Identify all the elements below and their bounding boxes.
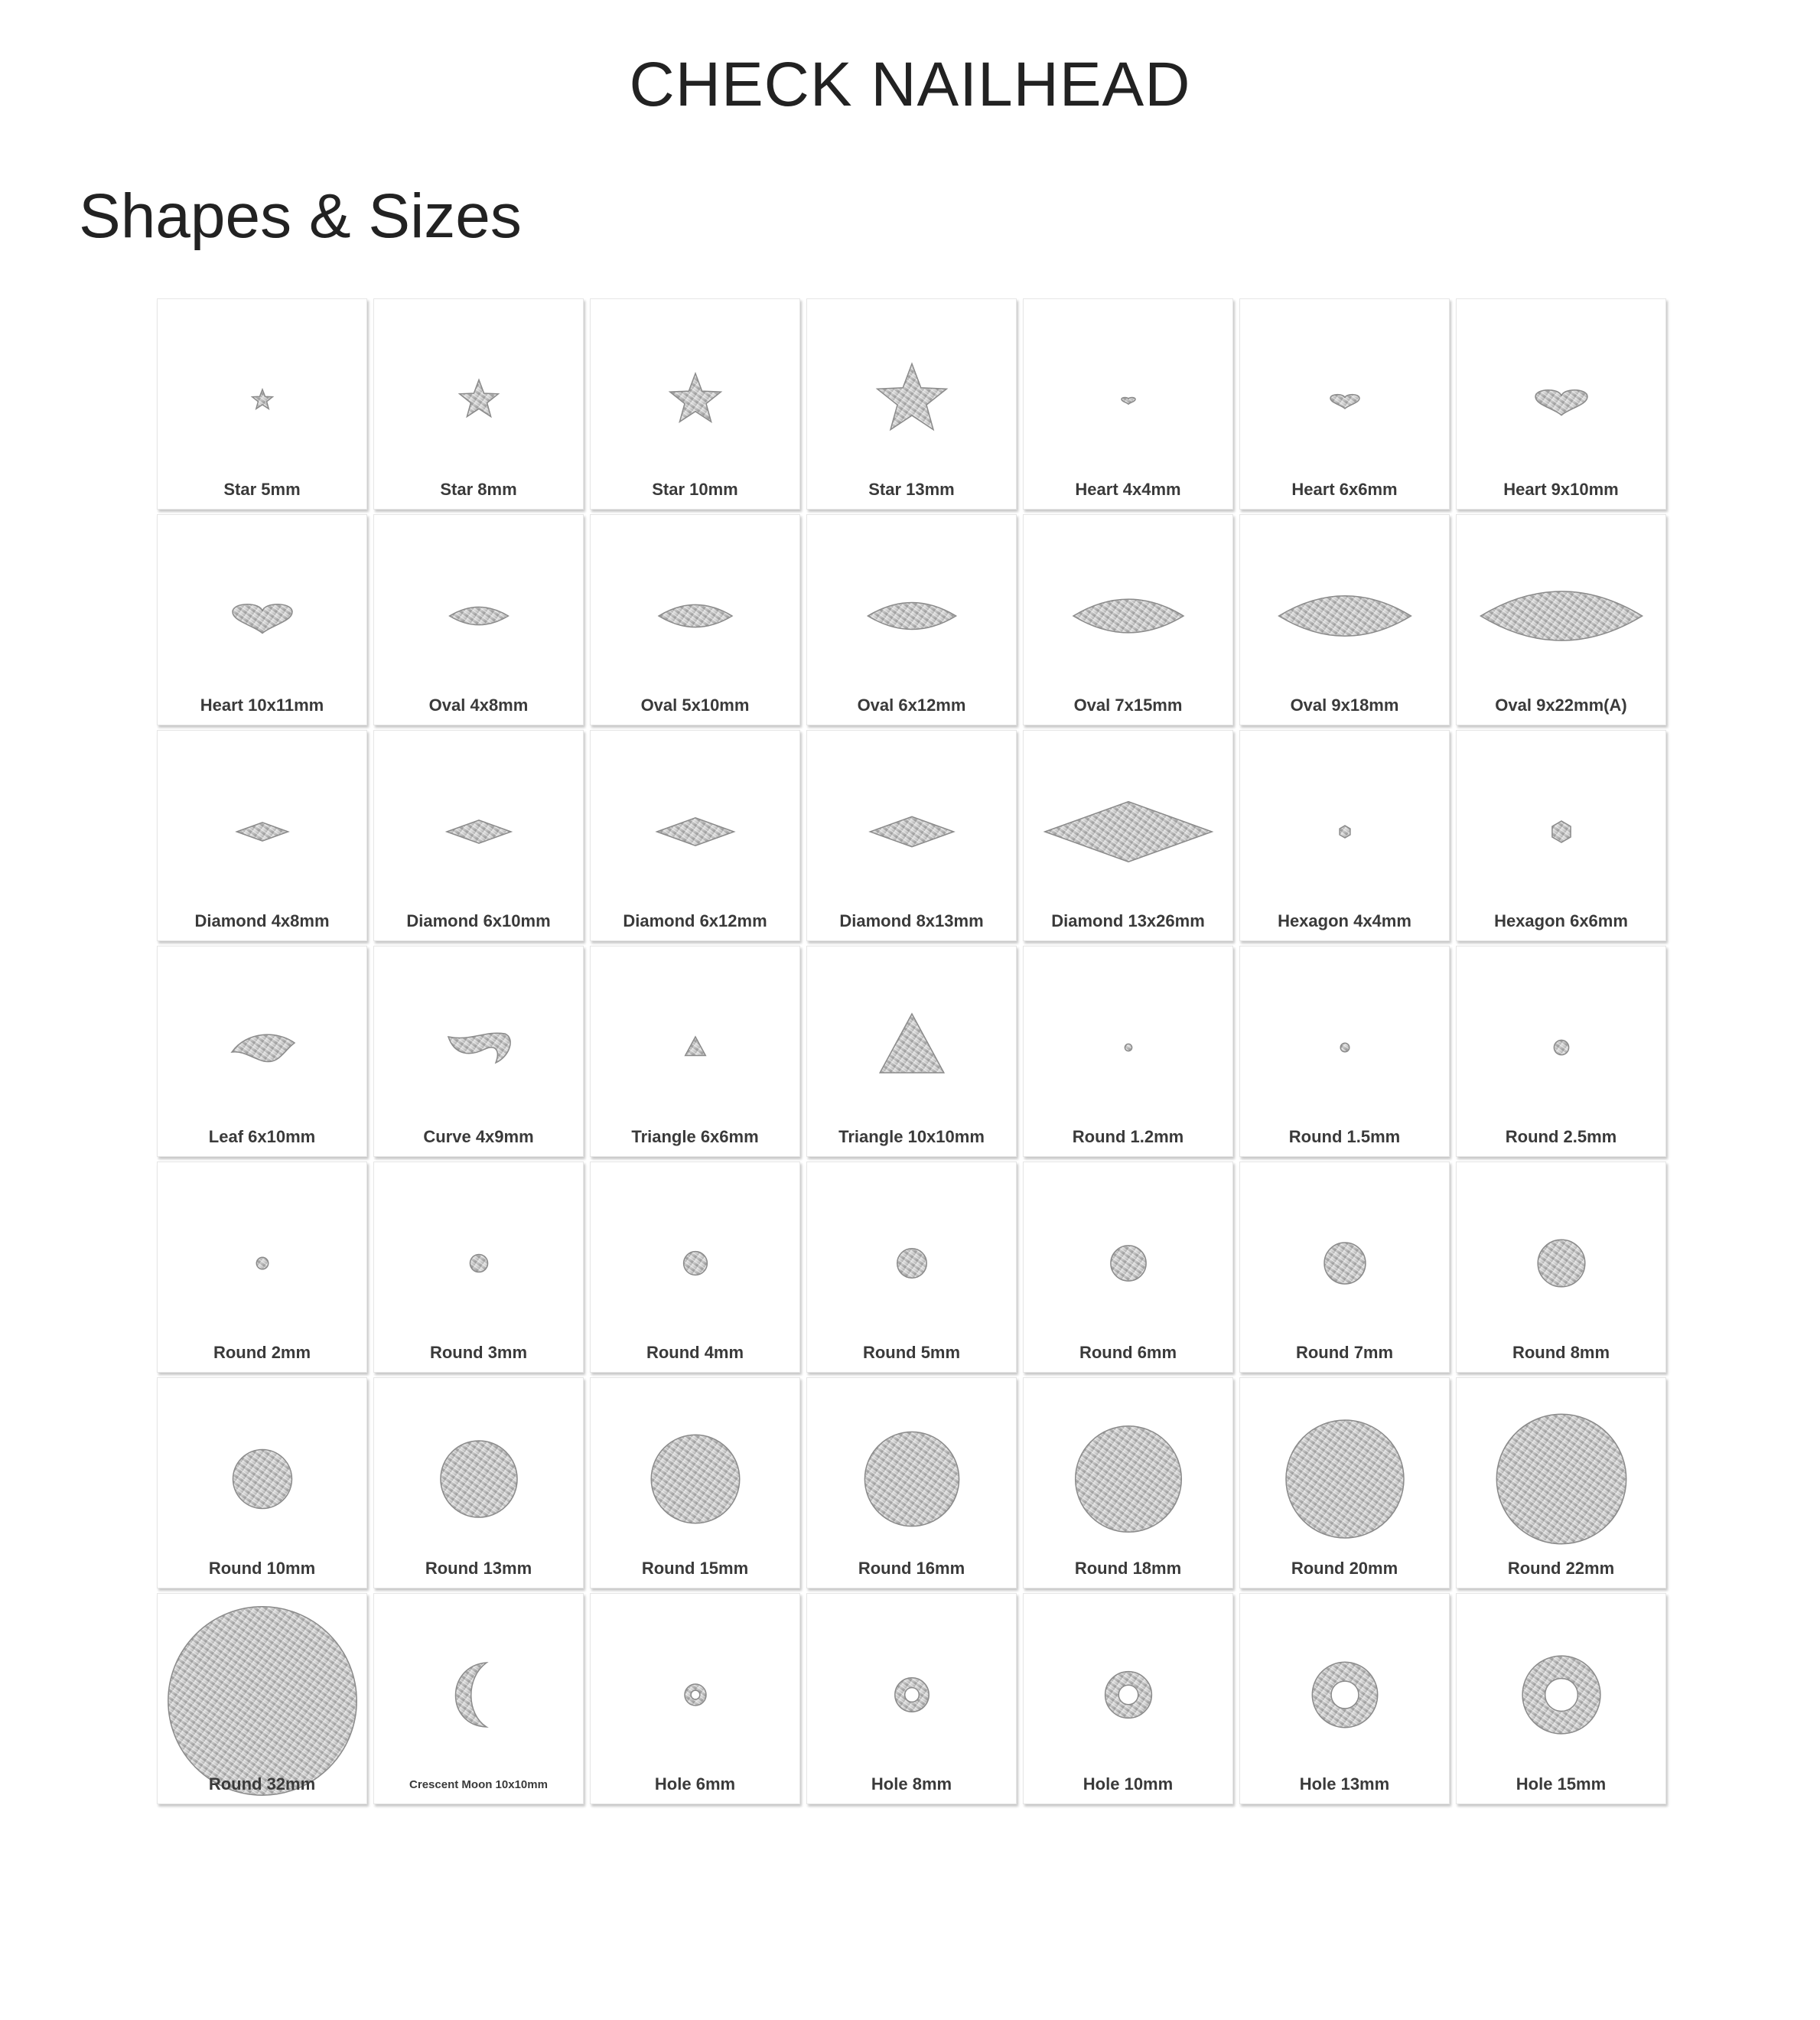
shape-label: Diamond 13x26mm bbox=[1051, 911, 1205, 930]
diamond-icon bbox=[807, 731, 1017, 941]
shape-label: Hole 8mm bbox=[871, 1774, 952, 1794]
hole-icon bbox=[1457, 1594, 1666, 1804]
shape-tile bbox=[373, 298, 584, 510]
shape-tile bbox=[373, 946, 584, 1157]
shape-label: Curve 4x9mm bbox=[423, 1127, 534, 1146]
shape-tile bbox=[373, 1593, 584, 1804]
shape-tile bbox=[1023, 1377, 1233, 1588]
shape-tile bbox=[157, 730, 367, 941]
round-icon bbox=[1024, 1162, 1233, 1373]
shape-tile bbox=[373, 514, 584, 725]
shape-label: Round 6mm bbox=[1079, 1343, 1177, 1362]
oval-icon bbox=[1240, 515, 1450, 725]
shape-tile bbox=[1239, 298, 1450, 510]
oval-icon bbox=[1024, 515, 1233, 725]
hexagon-icon bbox=[1240, 731, 1450, 941]
shape-label: Round 8mm bbox=[1512, 1343, 1610, 1362]
shape-tile bbox=[1239, 730, 1450, 941]
round-icon bbox=[158, 1594, 367, 1804]
page-title: CHECK NAILHEAD bbox=[629, 50, 1191, 119]
shape-tile bbox=[590, 730, 800, 941]
shape-label: Round 15mm bbox=[641, 1559, 749, 1578]
shape-tile bbox=[1239, 1162, 1450, 1373]
hole-icon bbox=[591, 1594, 800, 1804]
shape-label: Round 1.2mm bbox=[1072, 1127, 1184, 1146]
star-icon bbox=[807, 299, 1017, 510]
shape-label: Oval 5x10mm bbox=[640, 696, 750, 715]
diamond-icon bbox=[1024, 731, 1233, 941]
hexagon-icon bbox=[1457, 731, 1666, 941]
shape-tile bbox=[590, 514, 800, 725]
shape-tile bbox=[1023, 1162, 1233, 1373]
oval-icon bbox=[1457, 515, 1666, 725]
shape-label: Round 2.5mm bbox=[1505, 1127, 1617, 1146]
shape-label: Round 20mm bbox=[1291, 1559, 1398, 1578]
round-icon bbox=[374, 1162, 584, 1373]
round-icon bbox=[374, 1378, 584, 1588]
shape-tile bbox=[1456, 298, 1666, 510]
shape-tile bbox=[157, 1377, 367, 1588]
star-icon bbox=[158, 299, 367, 510]
shape-tile bbox=[1456, 1593, 1666, 1804]
round-icon bbox=[1457, 1162, 1666, 1373]
shapes-grid bbox=[157, 298, 1666, 2020]
shape-tile bbox=[806, 730, 1017, 941]
shape-tile bbox=[590, 298, 800, 510]
shape-tile bbox=[590, 1593, 800, 1804]
shape-label: Star 10mm bbox=[652, 480, 738, 499]
diamond-icon bbox=[374, 731, 584, 941]
shape-label: Triangle 6x6mm bbox=[631, 1127, 759, 1146]
shape-label: Oval 9x18mm bbox=[1290, 696, 1399, 715]
shape-tile bbox=[1023, 946, 1233, 1157]
shape-label: Hole 6mm bbox=[654, 1774, 736, 1794]
hole-icon bbox=[807, 1594, 1017, 1804]
crescent-moon-icon bbox=[374, 1594, 584, 1804]
shape-tile bbox=[806, 1162, 1017, 1373]
shape-tile bbox=[590, 946, 800, 1157]
shape-label: Hexagon 6x6mm bbox=[1494, 911, 1628, 930]
shape-label: Oval 9x22mm(A) bbox=[1495, 696, 1627, 715]
oval-icon bbox=[591, 515, 800, 725]
shape-tile bbox=[157, 946, 367, 1157]
shape-label: Heart 6x6mm bbox=[1291, 480, 1398, 499]
shape-tile bbox=[1456, 1377, 1666, 1588]
shape-label: Round 4mm bbox=[646, 1343, 744, 1362]
round-icon bbox=[591, 1378, 800, 1588]
shape-label: Round 3mm bbox=[429, 1343, 528, 1362]
shape-tile bbox=[1239, 1377, 1450, 1588]
shape-label: Crescent Moon 10x10mm bbox=[409, 1778, 548, 1791]
shape-label: Star 5mm bbox=[223, 480, 301, 499]
shape-label: Round 16mm bbox=[858, 1559, 965, 1578]
round-icon bbox=[807, 1162, 1017, 1373]
shape-label: Star 13mm bbox=[868, 480, 955, 499]
hole-icon bbox=[1024, 1594, 1233, 1804]
shape-label: Round 7mm bbox=[1295, 1343, 1394, 1362]
round-icon bbox=[591, 1162, 800, 1373]
shape-label: Hexagon 4x4mm bbox=[1278, 911, 1411, 930]
shape-label: Hole 10mm bbox=[1083, 1774, 1174, 1794]
leaf-icon bbox=[158, 946, 367, 1157]
shape-tile bbox=[1023, 298, 1233, 510]
curve-icon bbox=[374, 946, 584, 1157]
shape-label: Round 1.5mm bbox=[1288, 1127, 1401, 1146]
shape-label: Diamond 4x8mm bbox=[194, 911, 330, 930]
round-icon bbox=[1457, 1378, 1666, 1588]
oval-icon bbox=[374, 515, 584, 725]
shape-tile bbox=[1456, 730, 1666, 941]
shape-label: Triangle 10x10mm bbox=[838, 1127, 985, 1146]
shape-label: Oval 4x8mm bbox=[428, 696, 529, 715]
shape-tile bbox=[1023, 1593, 1233, 1804]
triangle-icon bbox=[591, 946, 800, 1157]
shape-tile bbox=[1023, 730, 1233, 941]
shape-tile bbox=[1456, 946, 1666, 1157]
shape-label: Leaf 6x10mm bbox=[208, 1127, 316, 1146]
shape-tile bbox=[806, 514, 1017, 725]
shape-tile bbox=[373, 1162, 584, 1373]
star-icon bbox=[591, 299, 800, 510]
round-icon bbox=[1024, 1378, 1233, 1588]
round-icon bbox=[158, 1162, 367, 1373]
diamond-icon bbox=[158, 731, 367, 941]
shape-label: Round 5mm bbox=[862, 1343, 961, 1362]
shape-tile bbox=[1456, 514, 1666, 725]
shape-label: Round 13mm bbox=[425, 1559, 532, 1578]
round-icon bbox=[1024, 946, 1233, 1157]
diamond-icon bbox=[591, 731, 800, 941]
shape-label: Round 18mm bbox=[1074, 1559, 1182, 1578]
shape-tile bbox=[806, 298, 1017, 510]
shape-tile bbox=[1023, 514, 1233, 725]
shape-label: Round 2mm bbox=[213, 1343, 311, 1362]
shape-tile bbox=[590, 1162, 800, 1373]
shape-tile bbox=[1456, 1162, 1666, 1373]
shape-tile bbox=[157, 514, 367, 725]
shape-label: Oval 7x15mm bbox=[1073, 696, 1183, 715]
heart-icon bbox=[1240, 299, 1450, 510]
shape-tile bbox=[157, 298, 367, 510]
heart-icon bbox=[158, 515, 367, 725]
star-icon bbox=[374, 299, 584, 510]
shape-tile bbox=[806, 946, 1017, 1157]
shape-tile bbox=[373, 1377, 584, 1588]
shape-label: Oval 6x12mm bbox=[857, 696, 966, 715]
shape-label: Round 22mm bbox=[1507, 1559, 1615, 1578]
section-title: Shapes & Sizes bbox=[79, 181, 522, 251]
shape-label: Round 10mm bbox=[208, 1559, 316, 1578]
hole-icon bbox=[1240, 1594, 1450, 1804]
heart-icon bbox=[1024, 299, 1233, 510]
round-icon bbox=[1240, 1162, 1450, 1373]
triangle-icon bbox=[807, 946, 1017, 1157]
shape-tile bbox=[806, 1377, 1017, 1588]
shape-tile bbox=[1239, 1593, 1450, 1804]
oval-icon bbox=[807, 515, 1017, 725]
shape-tile bbox=[157, 1162, 367, 1373]
shape-label: Diamond 8x13mm bbox=[839, 911, 984, 930]
shape-tile bbox=[157, 1593, 367, 1804]
shape-tile bbox=[373, 730, 584, 941]
heart-icon bbox=[1457, 299, 1666, 510]
shape-label: Hole 13mm bbox=[1299, 1774, 1390, 1794]
shape-tile bbox=[1239, 514, 1450, 725]
shape-label: Heart 4x4mm bbox=[1075, 480, 1181, 499]
shape-label: Diamond 6x10mm bbox=[406, 911, 551, 930]
shape-label: Heart 10x11mm bbox=[200, 696, 324, 715]
shape-label: Star 8mm bbox=[440, 480, 517, 499]
round-icon bbox=[807, 1378, 1017, 1588]
round-icon bbox=[1240, 946, 1450, 1157]
shape-tile bbox=[1239, 946, 1450, 1157]
round-icon bbox=[1240, 1378, 1450, 1588]
shape-label: Hole 15mm bbox=[1516, 1774, 1607, 1794]
round-icon bbox=[1457, 946, 1666, 1157]
shape-label: Heart 9x10mm bbox=[1503, 480, 1619, 499]
shape-tile bbox=[806, 1593, 1017, 1804]
shape-tile bbox=[590, 1377, 800, 1588]
shape-label: Diamond 6x12mm bbox=[623, 911, 767, 930]
shape-label: Round 32mm bbox=[208, 1774, 316, 1794]
round-icon bbox=[158, 1378, 367, 1588]
